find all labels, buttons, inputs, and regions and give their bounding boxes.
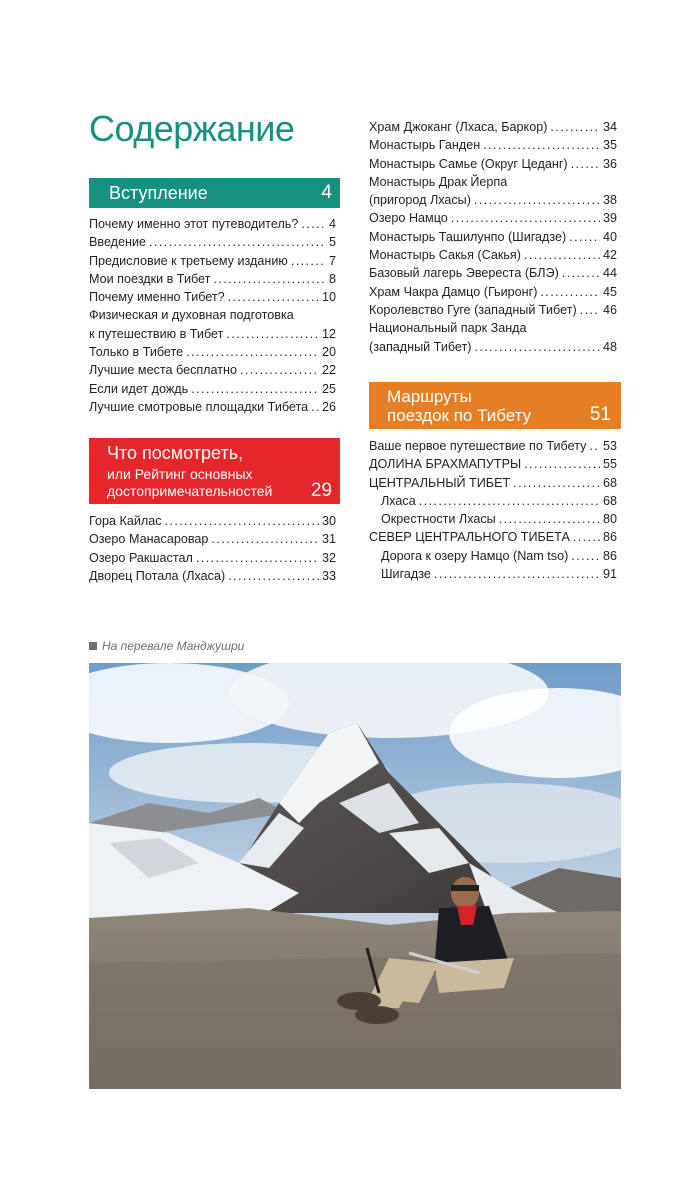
toc-entry bbox=[89, 380, 336, 398]
toc-entry bbox=[369, 155, 617, 173]
toc-leader-dots bbox=[580, 301, 600, 319]
toc-entry bbox=[89, 512, 336, 530]
toc-entry-title: Ваше первое путешествие по Тибету bbox=[369, 439, 587, 453]
toc-leader-dots bbox=[550, 118, 600, 136]
toc-leader-dots bbox=[228, 567, 319, 585]
section-title-see-line2: или Рейтинг основных bbox=[107, 466, 253, 482]
section-title-see-line1: Что посмотреть, bbox=[107, 443, 244, 463]
toc-leader-dots bbox=[165, 512, 319, 530]
photo-caption bbox=[89, 639, 244, 653]
toc-list-routes bbox=[369, 437, 617, 583]
toc-entry bbox=[369, 528, 617, 546]
toc-entry bbox=[369, 246, 617, 264]
toc-entry bbox=[89, 361, 336, 379]
toc-leader-dots bbox=[524, 455, 600, 473]
toc-leader-dots bbox=[524, 246, 600, 264]
toc-entry bbox=[369, 173, 617, 191]
toc-entry-title: Монастырь Ташилунпо (Шигадзе) bbox=[369, 229, 567, 244]
toc-leader-dots bbox=[540, 283, 600, 301]
toc-entry-page: 46 bbox=[602, 302, 617, 317]
toc-entry-title: Озеро Намцо bbox=[369, 211, 448, 226]
toc-entry-page: 35 bbox=[602, 138, 617, 153]
toc-entry-title: (пригород Лхасы) bbox=[369, 193, 471, 208]
toc-entry-page: 7 bbox=[328, 253, 336, 268]
toc-leader-dots bbox=[228, 288, 319, 306]
toc-entry-page: 86 bbox=[602, 530, 617, 545]
toc-entry bbox=[369, 118, 617, 136]
toc-entry bbox=[89, 530, 336, 548]
toc-entry bbox=[369, 492, 617, 510]
toc-entry bbox=[89, 252, 336, 270]
toc-leader-dots bbox=[589, 437, 600, 455]
toc-entry-page: 45 bbox=[602, 284, 617, 299]
toc-leader-dots bbox=[211, 530, 319, 548]
toc-entry-title: Шигадзе bbox=[381, 567, 431, 582]
toc-entry-page: 36 bbox=[602, 156, 617, 171]
section-title-intro: Вступление bbox=[109, 183, 208, 203]
toc-entry-page: 55 bbox=[602, 457, 617, 472]
section-banner-intro bbox=[89, 178, 340, 208]
toc-entry bbox=[369, 455, 617, 473]
toc-entry-page: 39 bbox=[602, 211, 617, 226]
toc-entry-title: Лучшие смотровые площадки Тибета bbox=[89, 399, 309, 414]
toc-entry bbox=[369, 338, 617, 356]
caption-square-icon bbox=[89, 642, 97, 650]
toc-entry-page: 40 bbox=[602, 229, 617, 244]
toc-entry bbox=[369, 510, 617, 528]
toc-leader-dots bbox=[483, 136, 600, 154]
toc-leader-dots bbox=[291, 252, 326, 270]
toc-leader-dots bbox=[191, 380, 319, 398]
toc-entry-title: Храм Джоканг (Лхаса, Баркор) bbox=[369, 120, 548, 134]
toc-entry-page: 53 bbox=[602, 439, 617, 453]
toc-entry-title: Озеро Манасаровар bbox=[89, 532, 209, 547]
toc-entry bbox=[89, 270, 336, 288]
toc-leader-dots bbox=[213, 270, 326, 288]
toc-leader-dots bbox=[513, 474, 600, 492]
toc-entry bbox=[89, 549, 336, 567]
page-title: Содержание bbox=[89, 108, 295, 149]
toc-entry-page: 25 bbox=[321, 381, 336, 396]
toc-entry bbox=[89, 398, 336, 416]
toc-entry bbox=[89, 306, 336, 324]
toc-leader-dots bbox=[311, 398, 319, 416]
toc-entry-page: 8 bbox=[328, 271, 336, 286]
toc-entry-title: Монастырь Драк Йерпа bbox=[369, 174, 508, 189]
toc-leader-dots bbox=[571, 155, 600, 173]
toc-entry-page: 26 bbox=[321, 399, 336, 414]
toc-entry bbox=[369, 301, 617, 319]
toc-leader-dots bbox=[186, 343, 319, 361]
toc-entry-page: 10 bbox=[321, 290, 336, 305]
section-page-routes: 51 bbox=[589, 404, 611, 425]
toc-entry bbox=[369, 191, 617, 209]
toc-entry-page: 5 bbox=[328, 235, 336, 250]
toc-entry-page: 33 bbox=[321, 568, 336, 583]
toc-entry-title: Введение bbox=[89, 235, 147, 250]
toc-leader-dots bbox=[571, 547, 600, 565]
toc-leader-dots bbox=[562, 264, 600, 282]
toc-entry-title: Монастырь Сакья (Сакья) bbox=[369, 248, 521, 263]
toc-leader-dots bbox=[474, 338, 600, 356]
toc-entry-title: Окрестности Лхасы bbox=[381, 512, 496, 527]
toc-entry-title: к путешествию в Тибет bbox=[89, 326, 224, 341]
toc-entry-title: Физическая и духовная подготовка bbox=[89, 308, 294, 323]
toc-entry-page: 44 bbox=[602, 266, 617, 281]
toc-leader-dots bbox=[451, 209, 600, 227]
toc-entry-title: Предисловие к третьему изданию bbox=[89, 253, 288, 268]
toc-leader-dots bbox=[569, 228, 600, 246]
toc-leader-dots bbox=[226, 325, 319, 343]
toc-entry-title: (западный Тибет) bbox=[369, 339, 472, 354]
toc-entry-page: 34 bbox=[602, 120, 617, 134]
toc-entry-page: 4 bbox=[328, 217, 336, 231]
toc-entry bbox=[369, 474, 617, 492]
toc-entry bbox=[89, 343, 336, 361]
toc-entry-title: Монастырь Самье (Округ Цеданг) bbox=[369, 156, 568, 171]
toc-entry-title: Лучшие места бесплатно bbox=[89, 363, 237, 378]
toc-list-see-cont bbox=[369, 118, 617, 356]
toc-entry-title: Если идет дождь bbox=[89, 381, 189, 396]
toc-leader-dots bbox=[419, 492, 600, 510]
toc-entry bbox=[369, 283, 617, 301]
toc-entry-page: 22 bbox=[321, 363, 336, 378]
toc-entry-title: Королевство Гуге (западный Тибет) bbox=[369, 302, 577, 317]
toc-entry-title: Озеро Ракшастал bbox=[89, 550, 193, 565]
toc-entry-page: 80 bbox=[602, 512, 617, 527]
toc-list-see bbox=[89, 512, 336, 585]
toc-entry-title: ЦЕНТРАЛЬНЫЙ ТИБЕТ bbox=[369, 475, 511, 490]
toc-entry-title: Национальный парк Занда bbox=[369, 321, 527, 336]
toc-entry-page: 68 bbox=[602, 475, 617, 490]
section-banner-routes bbox=[369, 382, 621, 429]
toc-entry-title: ДОЛИНА БРАХМАПУТРЫ bbox=[369, 457, 522, 472]
toc-entry-title: Дорога к озеру Намцо (Nam tso) bbox=[381, 548, 569, 563]
toc-entry-title: Мои поездки в Тибет bbox=[89, 271, 211, 286]
section-title-routes-line1: Маршруты bbox=[387, 387, 472, 406]
toc-entry-title: Дворец Потала (Лхаса) bbox=[89, 568, 226, 583]
toc-entry bbox=[369, 228, 617, 246]
toc-entry bbox=[89, 325, 336, 343]
toc-entry bbox=[89, 233, 336, 251]
photo-caption-text: На перевале Манджушри bbox=[102, 639, 245, 653]
toc-leader-dots bbox=[149, 233, 326, 251]
toc-entry-page: 48 bbox=[602, 339, 617, 354]
toc-entry-page: 31 bbox=[321, 532, 336, 547]
section-title-routes-line2: поездок по Тибету bbox=[387, 406, 532, 425]
toc-entry-title: Почему именно Тибет? bbox=[89, 290, 225, 305]
toc-entry-title: Почему именно этот путеводитель? bbox=[89, 217, 299, 231]
toc-entry bbox=[89, 288, 336, 306]
toc-entry-title: СЕВЕР ЦЕНТРАЛЬНОГО ТИБЕТА bbox=[369, 530, 570, 545]
toc-leader-dots bbox=[434, 565, 600, 583]
section-page-intro: 4 bbox=[321, 182, 332, 203]
section-title-see-line3: достопримечательностей bbox=[107, 483, 273, 499]
toc-list-intro bbox=[89, 215, 336, 416]
toc-entry bbox=[369, 565, 617, 583]
toc-entry-page: 42 bbox=[602, 248, 617, 263]
toc-entry-title: Монастырь Ганден bbox=[369, 138, 481, 153]
toc-entry-page: 86 bbox=[602, 548, 617, 563]
toc-entry-page: 20 bbox=[321, 345, 336, 360]
toc-leader-dots bbox=[196, 549, 319, 567]
toc-entry-page: 68 bbox=[602, 493, 617, 508]
toc-leader-dots bbox=[301, 215, 326, 233]
toc-entry bbox=[369, 547, 617, 565]
toc-entry-title: Только в Тибете bbox=[89, 345, 184, 360]
toc-entry-page: 38 bbox=[602, 193, 617, 208]
toc-entry-page: 12 bbox=[321, 326, 336, 341]
toc-leader-dots bbox=[499, 510, 600, 528]
toc-entry-title: Храм Чакра Дамцо (Гьиронг) bbox=[369, 284, 538, 299]
toc-leader-dots bbox=[474, 191, 600, 209]
mountain-photo bbox=[89, 663, 621, 1089]
toc-entry bbox=[89, 567, 336, 585]
toc-leader-dots bbox=[573, 528, 600, 546]
toc-entry-page: 30 bbox=[321, 514, 336, 528]
toc-entry-page: 91 bbox=[602, 567, 617, 582]
toc-entry-title: Гора Кайлас bbox=[89, 514, 162, 528]
toc-entry bbox=[369, 264, 617, 282]
toc-entry bbox=[369, 209, 617, 227]
toc-entry bbox=[369, 319, 617, 337]
toc-entry-title: Базовый лагерь Эвереста (БЛЭ) bbox=[369, 266, 559, 281]
toc-leader-dots bbox=[240, 361, 319, 379]
section-banner-see bbox=[89, 438, 340, 504]
toc-entry-page: 32 bbox=[321, 550, 336, 565]
section-page-see: 29 bbox=[310, 480, 332, 501]
toc-entry bbox=[89, 215, 336, 233]
toc-entry-title: Лхаса bbox=[381, 493, 416, 508]
toc-entry bbox=[369, 437, 617, 455]
toc-entry bbox=[369, 136, 617, 154]
